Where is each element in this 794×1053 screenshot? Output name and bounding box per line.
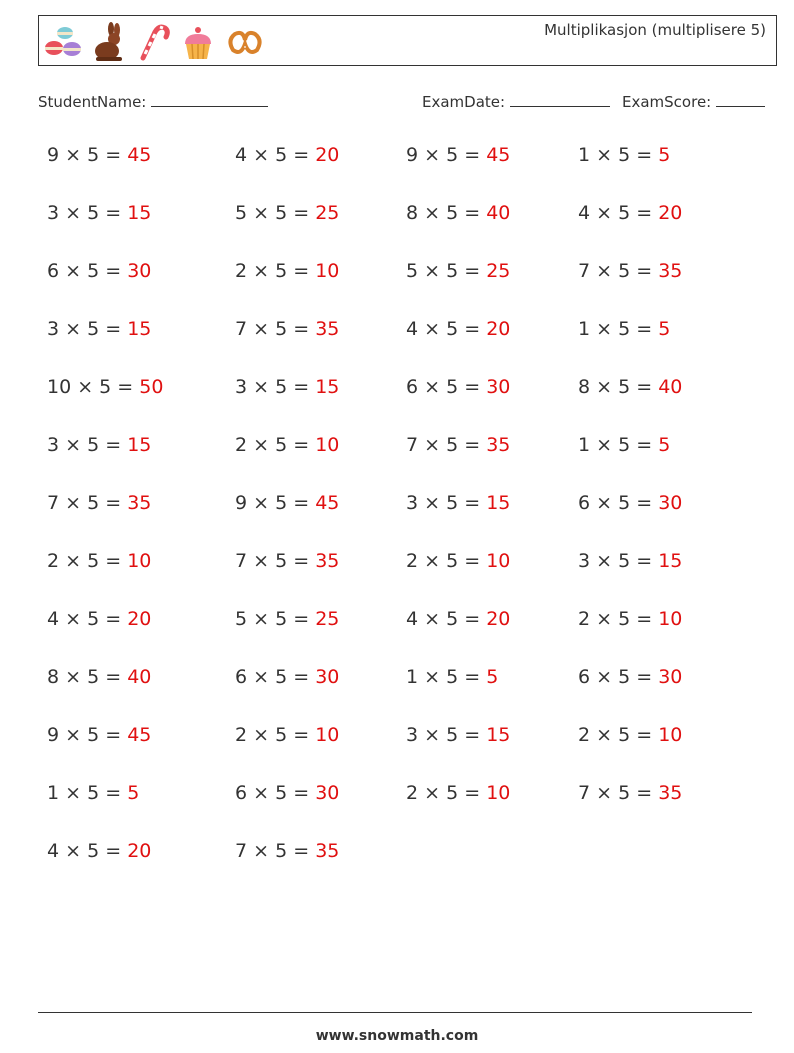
problem-answer: 5 xyxy=(486,666,499,688)
problem-item xyxy=(47,144,151,166)
problem-question: 2 × 5 = xyxy=(235,260,316,282)
problem-item xyxy=(235,492,339,514)
problem-question: 7 × 5 = xyxy=(235,318,316,340)
problem-question: 7 × 5 = xyxy=(578,782,659,804)
problem-answer: 10 xyxy=(315,724,340,746)
problem-item xyxy=(235,318,339,340)
problem-answer: 20 xyxy=(486,608,511,630)
problem-answer: 35 xyxy=(315,840,340,862)
problem-answer: 20 xyxy=(127,840,152,862)
problem-answer: 10 xyxy=(315,260,340,282)
problem-question: 6 × 5 = xyxy=(578,666,659,688)
worksheet-title: Multiplikasjon (multiplisere 5) xyxy=(544,21,766,39)
problem-answer: 15 xyxy=(486,492,511,514)
problem-question: 2 × 5 = xyxy=(578,608,659,630)
problem-question: 4 × 5 = xyxy=(235,144,316,166)
problem-question: 9 × 5 = xyxy=(406,144,487,166)
problem-answer: 45 xyxy=(315,492,340,514)
exam-date-field[interactable] xyxy=(422,92,610,111)
problem-answer: 15 xyxy=(127,318,152,340)
problem-answer: 15 xyxy=(127,202,152,224)
problem-item xyxy=(47,782,139,804)
problem-answer: 30 xyxy=(127,260,152,282)
problem-answer: 35 xyxy=(315,550,340,572)
problem-question: 7 × 5 = xyxy=(235,840,316,862)
problem-item xyxy=(235,840,339,862)
problem-question: 9 × 5 = xyxy=(47,144,128,166)
problem-answer: 5 xyxy=(658,318,671,340)
problem-item xyxy=(406,376,510,398)
problem-question: 3 × 5 = xyxy=(47,318,128,340)
problem-item xyxy=(47,666,151,688)
problem-question: 8 × 5 = xyxy=(578,376,659,398)
chocolate-bunny-icon xyxy=(92,22,126,62)
problem-item xyxy=(235,260,339,282)
problem-answer: 10 xyxy=(315,434,340,456)
problem-item xyxy=(578,550,682,572)
problem-question: 7 × 5 = xyxy=(578,260,659,282)
problem-question: 5 × 5 = xyxy=(235,608,316,630)
exam-score-field[interactable] xyxy=(622,92,765,111)
student-name-field[interactable] xyxy=(38,92,268,111)
problem-question: 7 × 5 = xyxy=(406,434,487,456)
problem-item xyxy=(578,144,670,166)
problem-question: 1 × 5 = xyxy=(578,144,659,166)
problem-answer: 40 xyxy=(127,666,152,688)
problem-answer: 10 xyxy=(486,550,511,572)
problem-item xyxy=(47,608,151,630)
problem-question: 1 × 5 = xyxy=(578,318,659,340)
student-name-line[interactable] xyxy=(151,92,268,107)
exam-score-line[interactable] xyxy=(716,92,765,107)
problem-item xyxy=(235,608,339,630)
cupcake-icon xyxy=(180,22,216,62)
problem-item xyxy=(235,144,339,166)
problem-item xyxy=(47,434,151,456)
problem-answer: 40 xyxy=(486,202,511,224)
problem-answer: 5 xyxy=(658,434,671,456)
problem-item xyxy=(47,318,151,340)
problem-answer: 10 xyxy=(658,724,683,746)
problem-question: 10 × 5 = xyxy=(47,376,140,398)
problem-answer: 30 xyxy=(315,666,340,688)
problem-question: 3 × 5 = xyxy=(578,550,659,572)
student-name-label: StudentName: xyxy=(38,93,147,111)
problem-answer: 40 xyxy=(658,376,683,398)
problem-question: 6 × 5 = xyxy=(578,492,659,514)
problem-answer: 20 xyxy=(315,144,340,166)
problem-question: 9 × 5 = xyxy=(235,492,316,514)
problem-answer: 20 xyxy=(127,608,152,630)
problem-question: 3 × 5 = xyxy=(47,202,128,224)
pretzel-icon xyxy=(225,22,265,62)
problem-answer: 10 xyxy=(486,782,511,804)
problem-question: 3 × 5 = xyxy=(406,492,487,514)
problem-question: 2 × 5 = xyxy=(235,724,316,746)
problem-question: 2 × 5 = xyxy=(406,550,487,572)
problem-answer: 10 xyxy=(127,550,152,572)
problem-question: 3 × 5 = xyxy=(47,434,128,456)
problem-answer: 45 xyxy=(127,724,152,746)
problem-item xyxy=(235,724,339,746)
problem-answer: 35 xyxy=(658,260,683,282)
problem-item xyxy=(47,724,151,746)
problem-item xyxy=(47,376,163,398)
problem-question: 4 × 5 = xyxy=(47,840,128,862)
problem-item xyxy=(578,434,670,456)
problem-question: 5 × 5 = xyxy=(406,260,487,282)
problem-answer: 30 xyxy=(658,492,683,514)
problem-answer: 30 xyxy=(486,376,511,398)
problem-question: 4 × 5 = xyxy=(47,608,128,630)
problem-question: 2 × 5 = xyxy=(406,782,487,804)
header-icons xyxy=(43,22,265,62)
problem-item xyxy=(406,492,510,514)
exam-score-label: ExamScore: xyxy=(622,93,712,111)
problem-question: 2 × 5 = xyxy=(47,550,128,572)
problem-item xyxy=(578,666,682,688)
problem-question: 4 × 5 = xyxy=(406,318,487,340)
problem-answer: 35 xyxy=(315,318,340,340)
problem-answer: 20 xyxy=(658,202,683,224)
problem-item xyxy=(47,550,151,572)
problem-question: 3 × 5 = xyxy=(406,724,487,746)
problem-question: 7 × 5 = xyxy=(47,492,128,514)
problem-answer: 10 xyxy=(658,608,683,630)
macarons-icon xyxy=(43,22,83,62)
problem-answer: 30 xyxy=(315,782,340,804)
problem-answer: 25 xyxy=(315,608,340,630)
problem-item xyxy=(235,434,339,456)
problem-question: 8 × 5 = xyxy=(47,666,128,688)
problem-item xyxy=(406,318,510,340)
problem-item xyxy=(578,724,682,746)
problem-item xyxy=(578,260,682,282)
problem-item xyxy=(47,492,151,514)
problem-question: 5 × 5 = xyxy=(235,202,316,224)
problem-answer: 5 xyxy=(127,782,140,804)
problem-answer: 35 xyxy=(486,434,511,456)
exam-date-label: ExamDate: xyxy=(422,93,506,111)
problem-item xyxy=(47,202,151,224)
footer-divider xyxy=(38,1012,752,1013)
problem-item xyxy=(578,318,670,340)
problem-item xyxy=(47,260,151,282)
problem-question: 2 × 5 = xyxy=(235,434,316,456)
candy-cane-icon xyxy=(135,22,171,62)
problem-question: 2 × 5 = xyxy=(578,724,659,746)
problem-question: 4 × 5 = xyxy=(578,202,659,224)
problem-item xyxy=(578,782,682,804)
problem-question: 1 × 5 = xyxy=(47,782,128,804)
problem-item xyxy=(406,202,510,224)
problem-question: 6 × 5 = xyxy=(47,260,128,282)
problem-question: 6 × 5 = xyxy=(235,666,316,688)
problem-answer: 35 xyxy=(658,782,683,804)
problem-item xyxy=(578,492,682,514)
problem-answer: 25 xyxy=(315,202,340,224)
problem-item xyxy=(406,434,510,456)
problem-question: 3 × 5 = xyxy=(235,376,316,398)
problem-item xyxy=(406,724,510,746)
problem-answer: 15 xyxy=(315,376,340,398)
problem-item xyxy=(406,550,510,572)
problem-answer: 45 xyxy=(127,144,152,166)
problem-answer: 15 xyxy=(486,724,511,746)
problem-item xyxy=(578,202,682,224)
problem-question: 1 × 5 = xyxy=(406,666,487,688)
problem-item xyxy=(406,782,510,804)
problem-item xyxy=(578,608,682,630)
problem-question: 4 × 5 = xyxy=(406,608,487,630)
problem-question: 9 × 5 = xyxy=(47,724,128,746)
problem-question: 7 × 5 = xyxy=(235,550,316,572)
worksheet-header xyxy=(38,15,777,66)
footer-url: www.snowmath.com xyxy=(315,1028,479,1044)
problem-item xyxy=(406,144,510,166)
problem-answer: 25 xyxy=(486,260,511,282)
problem-item xyxy=(235,202,339,224)
problem-question: 8 × 5 = xyxy=(406,202,487,224)
problem-answer: 35 xyxy=(127,492,152,514)
problem-answer: 5 xyxy=(658,144,671,166)
problem-question: 1 × 5 = xyxy=(578,434,659,456)
problem-answer: 15 xyxy=(658,550,683,572)
problem-question: 6 × 5 = xyxy=(235,782,316,804)
problem-answer: 30 xyxy=(658,666,683,688)
problem-answer: 20 xyxy=(486,318,511,340)
problem-item xyxy=(47,840,151,862)
problem-item xyxy=(235,782,339,804)
problem-answer: 45 xyxy=(486,144,511,166)
problem-item xyxy=(578,376,682,398)
problem-item xyxy=(406,260,510,282)
problem-item xyxy=(235,550,339,572)
problem-item xyxy=(406,666,498,688)
problem-item xyxy=(235,666,339,688)
problem-item xyxy=(406,608,510,630)
problem-answer: 15 xyxy=(127,434,152,456)
problem-item xyxy=(235,376,339,398)
exam-date-line[interactable] xyxy=(510,92,610,107)
problem-answer: 50 xyxy=(139,376,164,398)
problem-question: 6 × 5 = xyxy=(406,376,487,398)
